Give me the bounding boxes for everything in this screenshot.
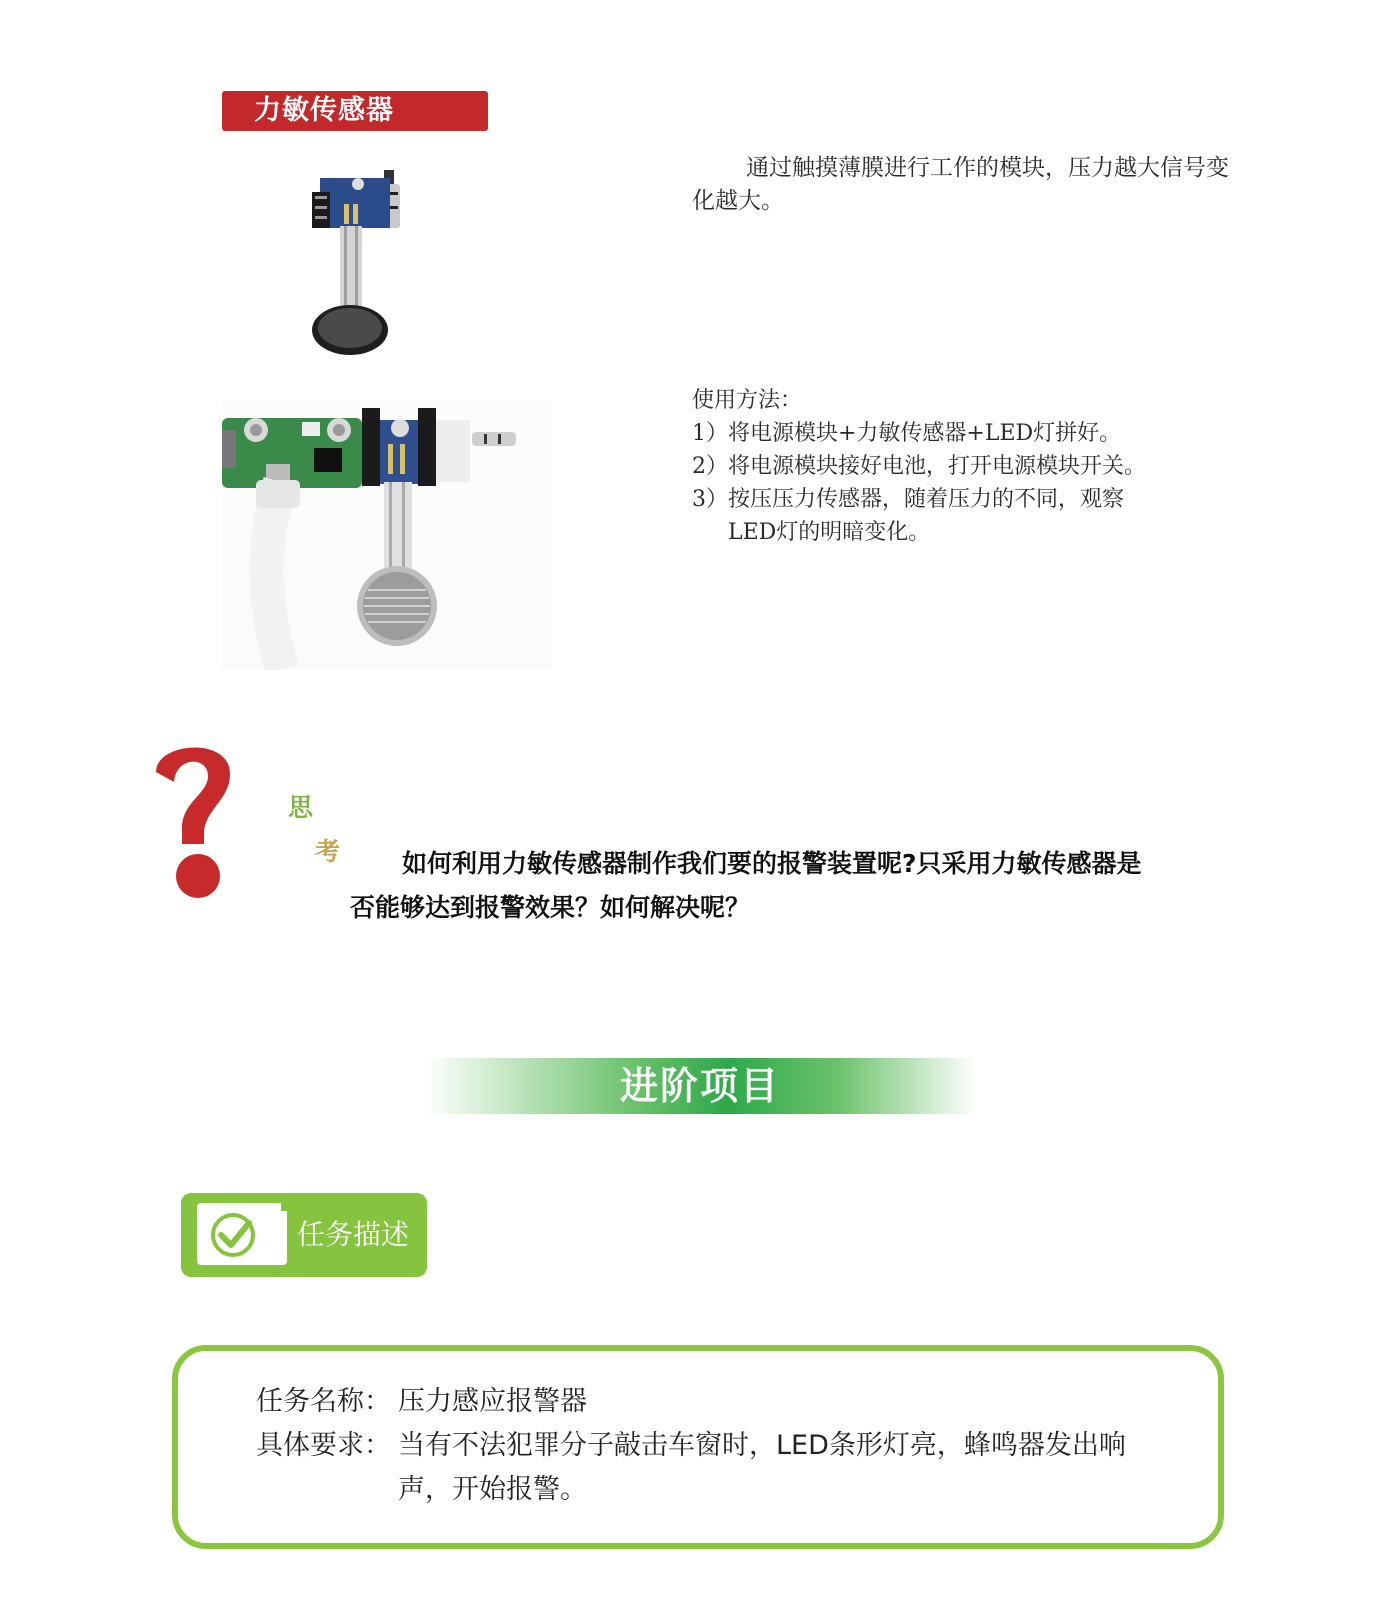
task-name-row	[256, 1380, 1176, 1424]
task-requirement-row	[256, 1424, 1176, 1512]
tag-tab	[281, 1193, 303, 1211]
question-line-1: 如何利用力敏传感器制作我们要的报警装置呢?只采用力敏传感器是	[402, 849, 1142, 878]
think-char-1: 思	[288, 793, 314, 822]
question-mark-icon	[148, 740, 248, 900]
tag-icon-panel	[197, 1203, 287, 1265]
usage-step-1: 1）将电源模块+力敏传感器+LED灯拼好。	[692, 421, 1122, 446]
task-details	[256, 1380, 1176, 1512]
sensor-photo	[300, 160, 430, 360]
task-requirement-label: 具体要求：	[256, 1430, 391, 1461]
sensor-description	[692, 152, 1232, 218]
checkmark-icon	[197, 1203, 287, 1265]
usage-instructions	[692, 384, 1252, 549]
section-title: 力敏传感器	[222, 91, 488, 131]
description-text: 通过触摸薄膜进行工作的模块，压力越大信号变化越大。	[692, 155, 1229, 214]
task-name-value: 压力感应报警器	[398, 1386, 587, 1417]
task-name-label: 任务名称：	[256, 1386, 391, 1417]
usage-step-2: 2）将电源模块接好电池，打开电源模块开关。	[692, 454, 1146, 479]
task-description-tag	[181, 1193, 427, 1277]
think-question	[350, 842, 1250, 930]
task-requirement-value: 当有不法犯罪分子敲击车窗时，LED条形灯亮，蜂鸣器发出响声，开始报警。	[398, 1430, 1126, 1505]
usage-step-3: 3）按压压力传感器，随着压力的不同，观察	[692, 487, 1124, 512]
usage-step-3-continued: LED灯的明暗变化。	[728, 520, 931, 545]
task-description-label: 任务描述	[297, 1218, 410, 1251]
think-char-2: 考	[315, 837, 341, 866]
assembly-photo	[222, 400, 552, 670]
usage-heading: 使用方法：	[692, 388, 803, 413]
question-line-2: 否能够达到报警效果？如何解决呢？	[350, 893, 751, 922]
advanced-project-banner: 进阶项目	[424, 1058, 976, 1114]
